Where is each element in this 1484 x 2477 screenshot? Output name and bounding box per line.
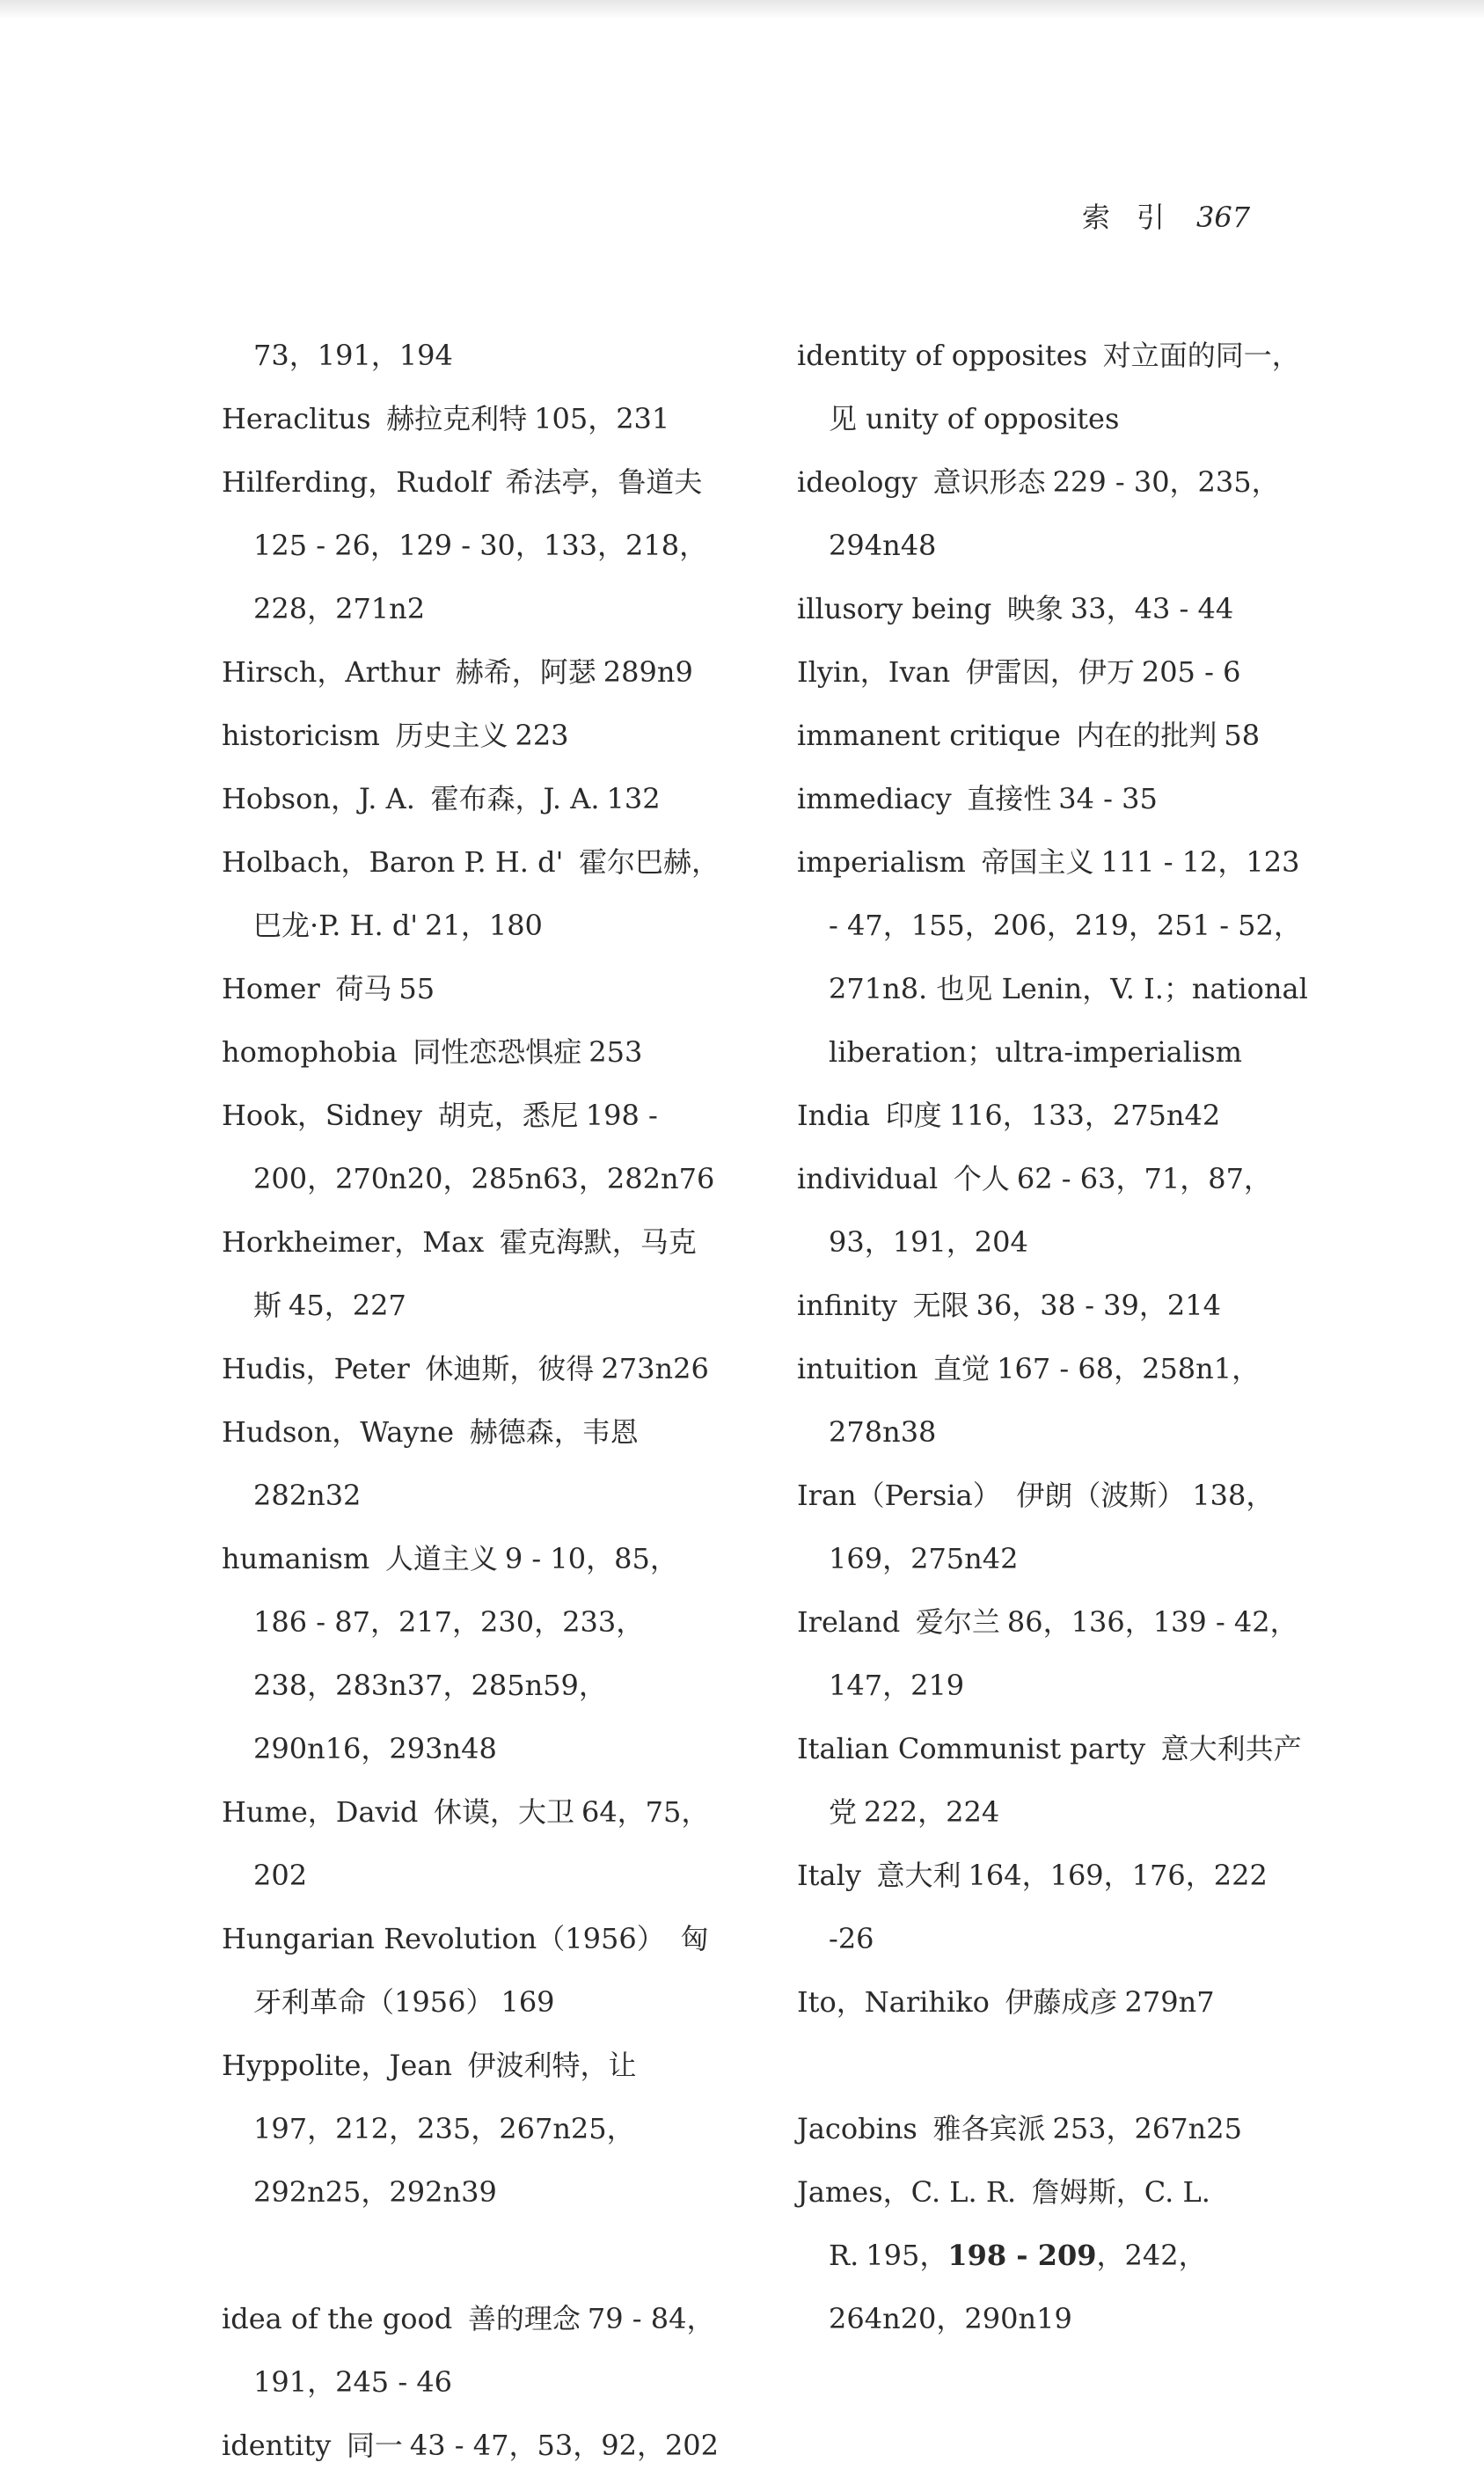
chinese-translation: 荷马 <box>335 972 392 1005</box>
index-entry <box>222 2287 723 2414</box>
page-references: 125 - 26，129 - 30，133，218，228，271n2 <box>253 529 708 625</box>
chinese-translation: 同一 <box>346 2429 403 2462</box>
index-entry <box>797 640 1309 704</box>
index-term: ideology <box>797 465 917 499</box>
page-references-continued: ，242，264n20，290n19 <box>829 2239 1207 2335</box>
chinese-translation: 历史主义 <box>395 719 508 752</box>
chinese-translation: 帝国主义 <box>981 845 1094 879</box>
index-term: Horkheimer，Max <box>222 1225 485 1259</box>
chinese-translation: 休谟，大卫 <box>433 1795 574 1829</box>
index-term: Hook，Sidney <box>222 1099 423 1132</box>
index-entry <box>222 1907 723 2034</box>
index-entry <box>797 830 1309 1084</box>
right-index-column <box>797 324 1309 2350</box>
page-references: 132 <box>606 782 661 815</box>
index-term: homophobia <box>222 1035 398 1069</box>
index-term: humanism <box>222 1542 370 1575</box>
index-entry <box>222 1084 723 1210</box>
index-term: infinity <box>797 1289 897 1322</box>
index-term: Hudson，Wayne <box>222 1415 455 1449</box>
page-references: 55 <box>398 972 435 1005</box>
page-references: 138，169，275n42 <box>829 1479 1275 1575</box>
page-references: 64，75，202 <box>253 1795 710 1892</box>
index-entry <box>797 704 1309 767</box>
index-entry <box>222 704 723 767</box>
index-entry <box>222 957 723 1020</box>
page-references: 229 - 30，235，294n48 <box>829 465 1280 562</box>
page-references: 197，212，235，267n25，292n25，292n39 <box>253 2112 635 2209</box>
left-index-column <box>222 324 723 2477</box>
index-term: Hyppolite，Jean <box>222 2049 452 2082</box>
page-number: 367 <box>1196 201 1251 234</box>
index-term: idea of the good <box>222 2302 453 2335</box>
page-references: 34 - 35 <box>1058 782 1158 815</box>
index-term: James，C. L. R. <box>797 2175 1017 2209</box>
index-entry <box>222 387 723 450</box>
index-term: Italy <box>797 1859 861 1892</box>
page-references: 167 - 68，258n1，278n38 <box>829 1352 1261 1449</box>
chinese-translation: 内在的批判 <box>1076 719 1217 752</box>
chinese-translation: 印度 <box>885 1099 942 1132</box>
chinese-translation: 胡克，悉尼 <box>437 1099 579 1132</box>
index-term: Holbach，Baron P. H. d' <box>222 845 564 879</box>
index-entry <box>222 1210 723 1337</box>
index-entry <box>797 450 1309 577</box>
index-term: identity <box>222 2429 332 2462</box>
index-entry <box>222 1337 723 1400</box>
index-entry <box>222 450 723 640</box>
index-term: India <box>797 1099 871 1132</box>
chinese-translation: 赫拉克利特 <box>386 402 528 435</box>
index-entry <box>797 1464 1309 1590</box>
page-references: 见 unity of opposites <box>829 402 1120 435</box>
page-references: 223 <box>515 719 569 752</box>
index-entry <box>797 2160 1309 2350</box>
index-entry <box>797 324 1309 450</box>
chinese-translation: 伊朗（波斯） <box>1016 1479 1186 1512</box>
index-term: Hirsch，Arthur <box>222 655 441 689</box>
index-term: Iran（Persia） <box>797 1479 1001 1512</box>
index-entry <box>797 1970 1309 2034</box>
index-entry <box>222 1527 723 1780</box>
index-term: illusory being <box>797 592 992 625</box>
page-references: 9 - 10，85，186 - 87，217，230，233，238，283n37，285n59，290n16，293n48 <box>253 1542 678 1765</box>
chinese-translation: 意大利 <box>876 1859 961 1892</box>
chinese-translation: 霍尔巴赫，巴龙·P. H. d' <box>253 845 720 942</box>
index-entry <box>797 1147 1309 1274</box>
chinese-translation: 无限 <box>912 1289 969 1322</box>
page-references: 45，227 <box>289 1289 406 1322</box>
index-entry <box>222 1400 723 1527</box>
chinese-translation: 意识形态 <box>932 465 1046 499</box>
index-entry <box>797 1717 1309 1844</box>
index-term: Ilyin，Ivan <box>797 655 951 689</box>
chinese-translation: 伊波利特，让 <box>467 2049 637 2082</box>
chinese-translation: 雅各宾派 <box>932 2112 1046 2145</box>
chinese-translation: 善的理念 <box>467 2302 581 2335</box>
index-term: intuition <box>797 1352 918 1385</box>
chinese-translation: 爱尔兰 <box>915 1605 1000 1639</box>
chinese-translation: 直接性 <box>967 782 1052 815</box>
index-term: Heraclitus <box>222 402 371 435</box>
index-term: identity of opposites <box>797 339 1088 372</box>
index-entry <box>222 324 723 387</box>
page-references: 282n32 <box>253 1479 362 1512</box>
page-references: 58 <box>1224 719 1261 752</box>
section-title: 索引 <box>1082 201 1192 234</box>
page-references: 62 - 63，71，87，93，191，204 <box>829 1162 1272 1259</box>
page-references: 205 - 6 <box>1141 655 1241 689</box>
index-entry <box>797 1274 1309 1337</box>
chinese-translation: 意大利共产党 <box>829 1732 1302 1829</box>
chinese-translation: 休迪斯，彼得 <box>425 1352 595 1385</box>
index-term: historicism <box>222 719 380 752</box>
page-references: 273n26 <box>601 1352 709 1385</box>
index-entry <box>222 767 723 830</box>
index-entry <box>797 767 1309 830</box>
page-references: 73，191，194 <box>253 339 453 372</box>
page-references: 169 <box>501 1985 555 2019</box>
running-header <box>1082 195 1293 236</box>
index-term: Hudis，Peter <box>222 1352 410 1385</box>
index-entry <box>797 1337 1309 1464</box>
index-entry <box>797 1590 1309 1717</box>
page-references: 105，231 <box>534 402 670 435</box>
page-references: 164，169，176，222 -26 <box>829 1859 1268 1955</box>
chinese-translation: 赫希，阿瑟 <box>455 655 596 689</box>
page-references: 198 - 200，270n20，285n63，282n76 <box>253 1099 715 1195</box>
index-entry <box>797 577 1309 640</box>
page-references: 116，133，275n42 <box>948 1099 1221 1132</box>
chinese-translation: 个人 <box>953 1162 1010 1195</box>
page-references: 253，267n25 <box>1052 2112 1242 2145</box>
index-term: Jacobins <box>797 2112 917 2145</box>
page-references: 195， <box>866 2239 948 2272</box>
chinese-translation: 伊藤成彦 <box>1005 1985 1118 2019</box>
chinese-translation: 詹姆斯，C. L. R. <box>829 2175 1210 2272</box>
index-entry <box>797 1844 1309 1970</box>
index-entry <box>797 2097 1309 2160</box>
index-term: Hilferding，Rudolf <box>222 465 490 499</box>
page-references: 21，180 <box>425 909 543 942</box>
index-entry <box>222 640 723 704</box>
chinese-translation: 对立面的同一， <box>1102 339 1300 372</box>
index-term: Ito，Narihiko <box>797 1985 990 2019</box>
index-entry <box>222 1020 723 1084</box>
page-references: 36，38 - 39，214 <box>976 1289 1221 1322</box>
index-term: immediacy <box>797 782 952 815</box>
primary-page-references: 198 - 209 <box>947 2239 1097 2272</box>
page-references: 222，224 <box>864 1795 1000 1829</box>
page-references: 279n7 <box>1124 1985 1215 2019</box>
chinese-translation: 霍布森，J. A. <box>430 782 600 815</box>
index-term: Italian Communist party <box>797 1732 1146 1765</box>
index-entry <box>222 2414 723 2477</box>
page-references: 79 - 84，191，245 - 46 <box>253 2302 715 2399</box>
chinese-translation: 直觉 <box>933 1352 991 1385</box>
page-references: 43 - 47，53，92，202 <box>409 2429 720 2462</box>
chinese-translation: 同性恋恐惧症 <box>413 1035 582 1069</box>
page-references: 33，43 - 44 <box>1070 592 1234 625</box>
index-entry <box>797 1084 1309 1147</box>
page-references: 253 <box>588 1035 643 1069</box>
page-references: 86，136，139 - 42，147，219 <box>829 1605 1298 1702</box>
page-references: 289n9 <box>603 655 693 689</box>
chinese-translation: 人道主义 <box>384 1542 498 1575</box>
chinese-translation: 映象 <box>1006 592 1064 625</box>
index-term: individual <box>797 1162 939 1195</box>
index-term: Homer <box>222 972 320 1005</box>
index-term: imperialism <box>797 845 966 879</box>
index-term: Hume，David <box>222 1795 419 1829</box>
index-entry <box>222 830 723 957</box>
chinese-translation: 希法亭，鲁道夫 <box>505 465 703 499</box>
chinese-translation: 赫德森，韦恩 <box>469 1415 639 1449</box>
index-entry <box>222 1780 723 1907</box>
index-term: immanent critique <box>797 719 1061 752</box>
page-top-shadow <box>0 0 1484 19</box>
index-term: Ireland <box>797 1605 901 1639</box>
index-term: Hobson，J. A. <box>222 782 415 815</box>
page-references: 111 - 12，123 - 47，155，206，219，251 - 52，271n8. 也见 Lenin，V. I.；national liberation；ultra-imperialism <box>829 845 1308 1069</box>
chinese-translation: 匈牙利革命（1956） <box>253 1922 709 2019</box>
index-entry <box>222 2034 723 2224</box>
chinese-translation: 霍克海默，马克斯 <box>253 1225 697 1322</box>
chinese-translation: 伊雷因，伊万 <box>965 655 1135 689</box>
index-term: Hungarian Revolution（1956） <box>222 1922 665 1955</box>
